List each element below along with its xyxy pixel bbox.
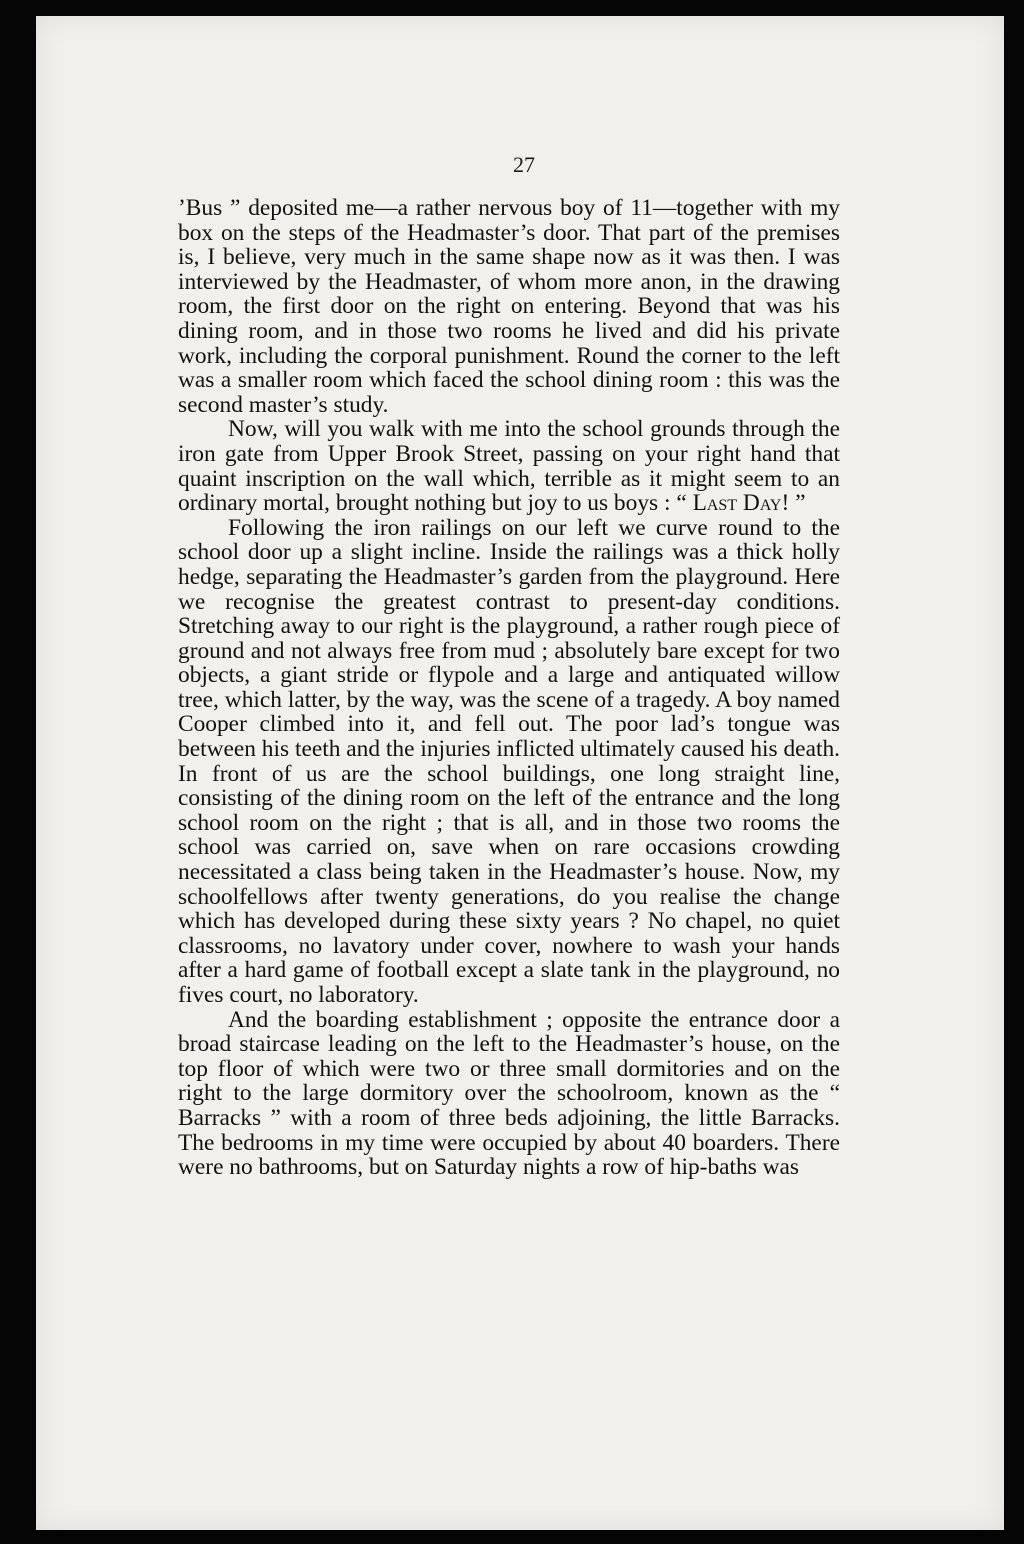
paragraph-2-closing-quote: ” <box>789 490 806 517</box>
paragraph-3: Following the iron railings on our left we curve round to the school door up a slight incline. Inside the railings was a thick holly hedge, separating the Headmaster’s garden from the playground. Here we recognise the greatest contrast to present-day conditions. Stretching away to our right is the playground, a rather rough piece of ground and not always free from mud ; absolutely bare except for two objects, a giant stride or flypole and a large and antiquated willow tree, which latter, by the way, was the scene of a tragedy. A boy named Cooper climbed into it, and fell out. The poor lad’s tongue was between his teeth and the injuries inflicted ultimately caused his death. In front of us are the school buildings, one long straight line, consisting of the dining room on the left of the entrance and the long school room on the right ; that is all, and in those two rooms the school was carried on, save when on rare occasions crowding necessitated a class being taken in the Headmaster’s house. Now, my schoolfellows after twenty generations, do you realise the change which has developed during these sixty years ? No chapel, no quiet classrooms, no lavatory under cover, nowhere to wash your hands after a hard game of football except a slate tank in the playground, no fives court, no laboratory. <box>178 514 840 1008</box>
page-number <box>0 152 1024 178</box>
last-day-inscription: Last Day! <box>692 490 790 517</box>
paragraph-2 <box>178 417 840 515</box>
body-text <box>178 196 840 1180</box>
paragraph-1: ’Bus ” deposited me—a rather nervous boy of 11—together with my box on the steps of the Headmaster’s door. That part of the premises is, I believe, very much in the same shape now as it was then. I was interviewed by the Headmaster, of whom more anon, in the drawing room, the first door on the right on entering. Beyond that was his dining room, and in those two rooms he lived and did his private work, including the corporal punishment. Round the corner to the left was a smaller room which faced the school dining room : this was the second master’s study. <box>178 195 840 418</box>
paragraph-2-text: Now, will you walk with me into the school grounds through the iron gate from Upper Brook Street, passing on your right hand that quaint inscription on the wall which, terrible as it might seem to an ordinary mortal, brought nothing but joy to us boys : “ <box>178 416 840 517</box>
page-number-text: 27 <box>513 152 535 177</box>
paragraph-4: And the boarding establishment ; opposite the entrance door a broad staircase leading on the left to the Headmaster’s house, on the top floor of which were two or three small dormitories and on the right to the large dormitory over the schoolroom, known as the “ Barracks ” with a room of three beds adjoining, the little Barracks. The bedrooms in my time were occupied by about 40 boarders. There were no bathrooms, but on Saturday nights a row of hip-baths was <box>178 1006 840 1181</box>
